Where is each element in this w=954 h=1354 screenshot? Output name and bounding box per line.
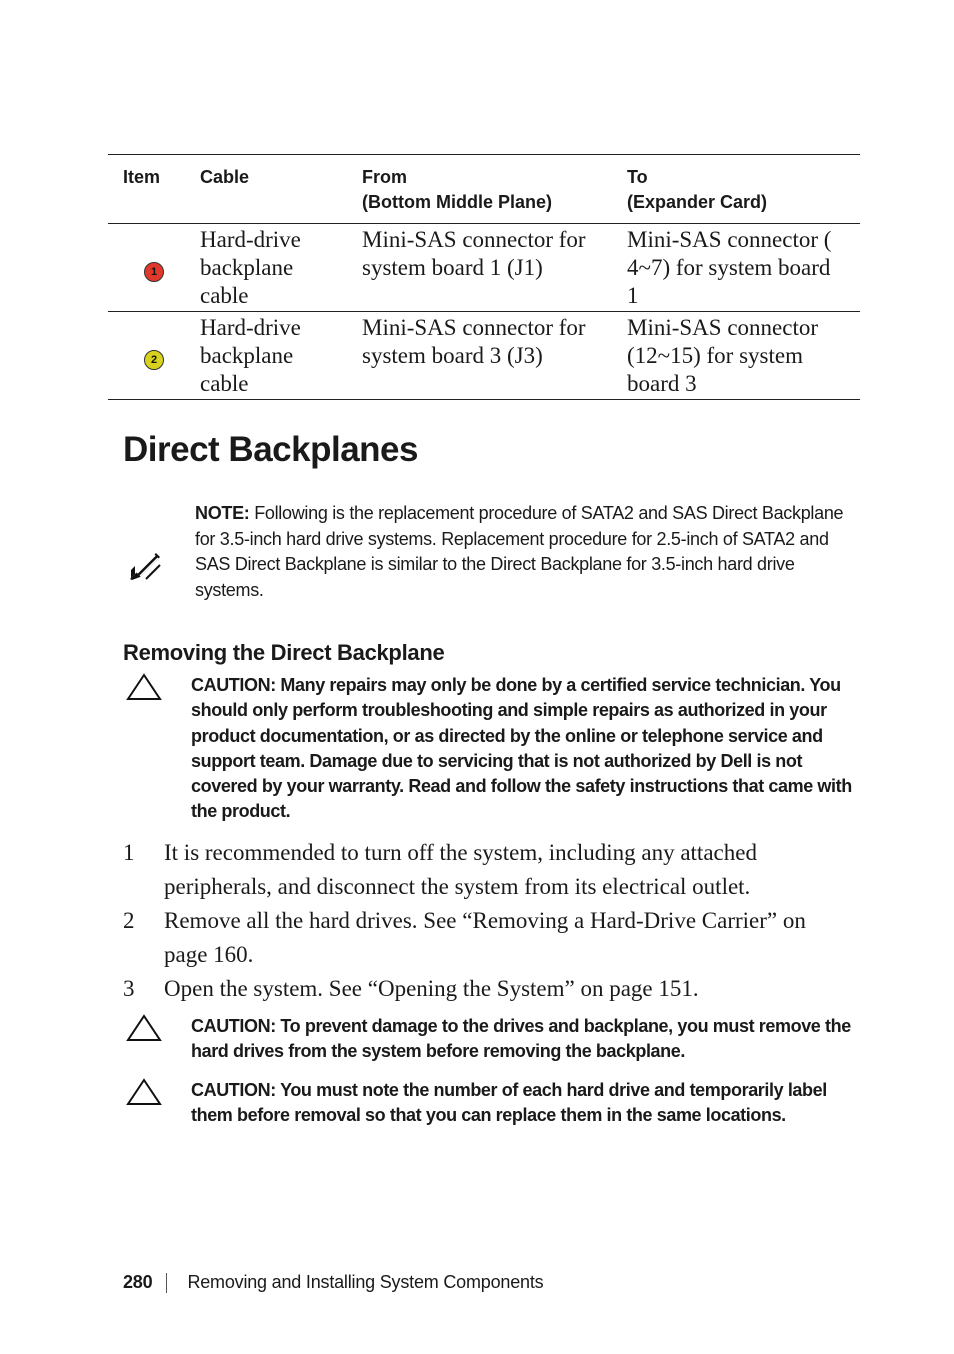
- callout-2-icon: 2: [144, 350, 164, 370]
- caution-triangle-icon: [126, 1014, 162, 1042]
- caution-2: CAUTION: To prevent damage to the drives and backplane, you must remove the hard drives from the system before removing the backplane.: [191, 1016, 851, 1062]
- page-footer: [123, 1272, 543, 1293]
- table-row: [108, 312, 860, 400]
- step-number: 3: [123, 976, 135, 1001]
- cable-table: [108, 154, 860, 400]
- section-title: Direct Backplanes: [123, 430, 418, 469]
- cable-cell: Hard-drive backplane cable: [200, 312, 362, 400]
- header-item: Item: [108, 155, 200, 224]
- note-body: Following is the replacement procedure of SATA2 and SAS Direct Backplane for 3.5-inch hard drive systems. Replacement procedure for 2.5-inch of SATA2 and SAS Direct Backplane is similar to the Direct Backplane for 3.5-inch hard drive systems.: [195, 503, 844, 600]
- table-row: [108, 224, 860, 312]
- caution-1: CAUTION: Many repairs may only be done by a certified service technician. You should only perform troubleshooting and simple repairs as authorized in your product documentation, or as directed by the online or telephone service and support team. Damage due to servicing that is not authorized by Dell is not covered by your warranty. Read and follow the safety instructions that came with the product.: [191, 675, 852, 822]
- note-label: NOTE:: [195, 503, 250, 523]
- callout-1-icon: 1: [144, 262, 164, 282]
- header-from: [362, 155, 627, 224]
- header-cable: Cable: [200, 155, 362, 224]
- header-to-line2: (Expander Card): [627, 192, 768, 212]
- item-cell: [108, 224, 200, 312]
- table-header-row: [108, 155, 860, 224]
- to-cell: Mini-SAS connector (12~15) for system board 3: [627, 312, 860, 400]
- list-item: [123, 904, 843, 972]
- step-number: 2: [123, 908, 135, 933]
- step-text: Remove all the hard drives. See “Removing a Hard-Drive Carrier” on page 160.: [164, 908, 806, 967]
- pencil-note-icon: [128, 549, 162, 581]
- note-text: [195, 501, 867, 603]
- chapter-title: Removing and Installing System Components: [187, 1272, 544, 1292]
- procedure-steps: [123, 836, 843, 1006]
- header-from-line1: From: [362, 167, 407, 187]
- caution-3: CAUTION: You must note the number of each hard drive and temporarily label them before removal so that you can replace them in the same locations.: [191, 1080, 827, 1126]
- from-cell: Mini-SAS connector for system board 3 (J3): [362, 312, 627, 400]
- list-item: [123, 972, 843, 1006]
- list-item: [123, 836, 843, 904]
- from-cell: Mini-SAS connector for system board 1 (J1): [362, 224, 627, 312]
- header-to: [627, 155, 860, 224]
- step-text: Open the system. See “Opening the System” on page 151.: [164, 976, 699, 1001]
- header-to-line1: To: [627, 167, 648, 187]
- cable-cell: Hard-drive backplane cable: [200, 224, 362, 312]
- caution-triangle-icon: [126, 673, 162, 701]
- step-number: 1: [123, 840, 135, 865]
- footer-divider: [166, 1273, 167, 1293]
- header-from-line2: (Bottom Middle Plane): [362, 192, 552, 212]
- step-text: It is recommended to turn off the system, including any attached peripherals, and disconnect the system from its electrical outlet.: [164, 840, 757, 899]
- page-number: 280: [123, 1272, 153, 1292]
- item-cell: [108, 312, 200, 400]
- caution-triangle-icon: [126, 1078, 162, 1106]
- subsection-title: Removing the Direct Backplane: [123, 640, 445, 665]
- to-cell: Mini-SAS connector ( 4~7) for system board 1: [627, 224, 860, 312]
